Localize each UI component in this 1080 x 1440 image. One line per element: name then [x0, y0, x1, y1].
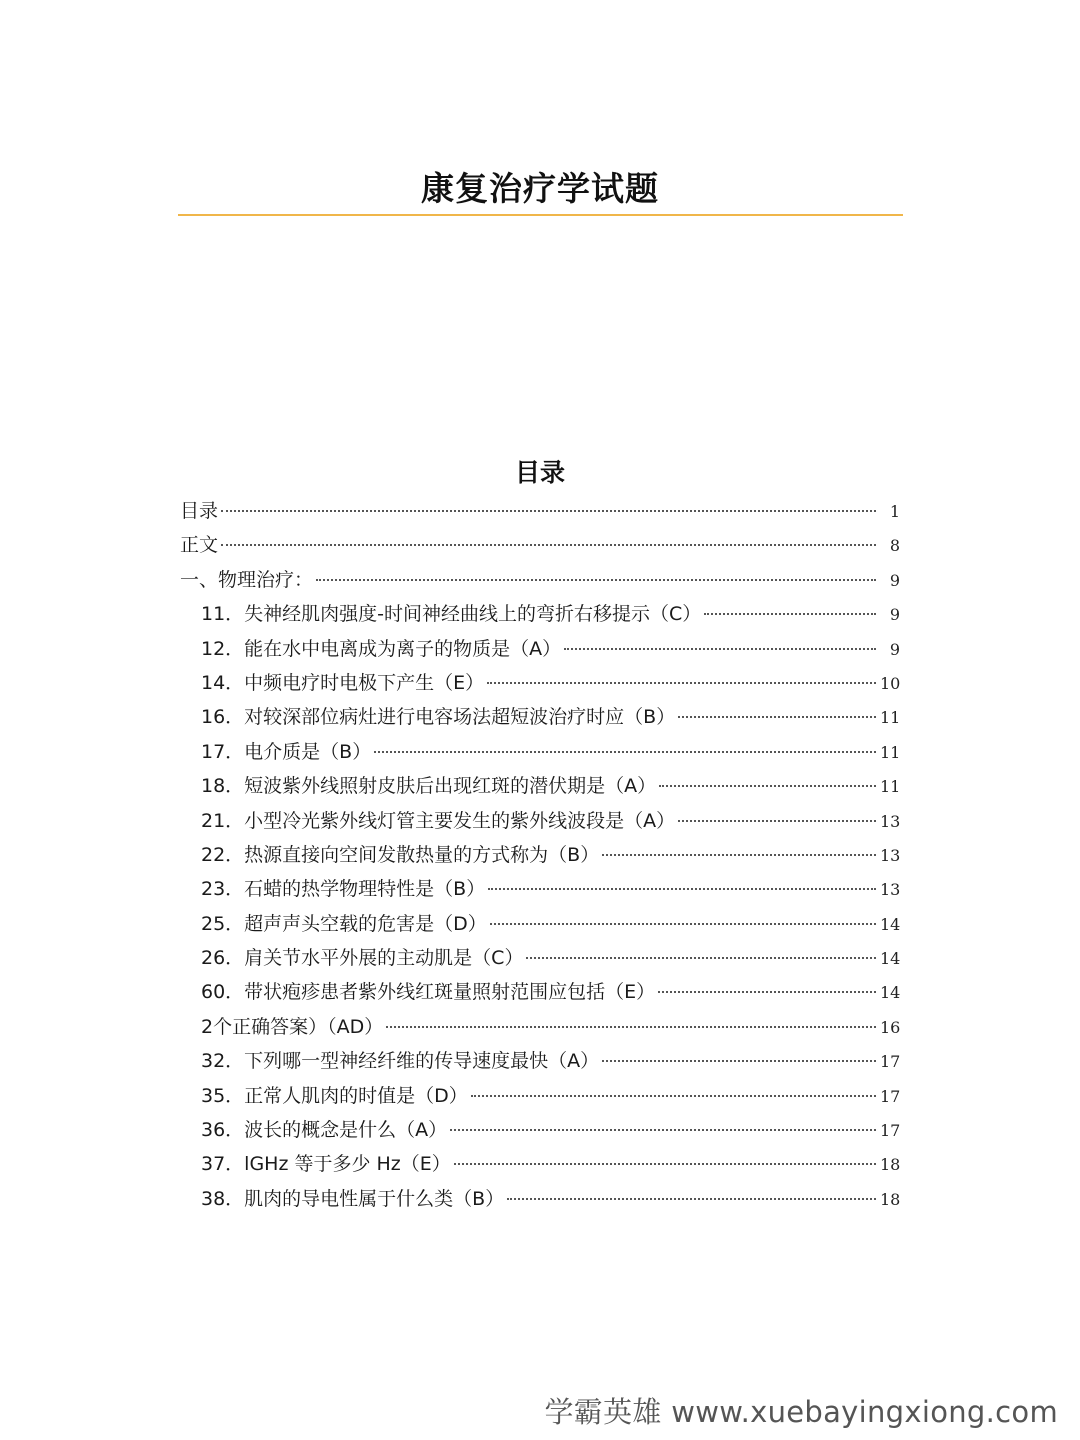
toc-entry-text: 60．带状疱疹患者紫外线红斑量照射范围应包括（E）	[201, 981, 656, 1004]
toc-dot-leader	[526, 957, 876, 959]
toc-entry-page: 9	[889, 605, 900, 625]
toc-entry[interactable]	[180, 1113, 900, 1147]
title-underline-divider	[178, 214, 903, 216]
toc-entry-page: 16	[880, 1017, 901, 1037]
toc-entry[interactable]	[180, 632, 900, 666]
toc-entry-page: 10	[880, 673, 901, 693]
toc-dot-leader	[678, 716, 876, 718]
toc-entry[interactable]	[180, 838, 900, 872]
toc-entry-page: 13	[880, 811, 901, 831]
toc-entry[interactable]	[180, 735, 900, 769]
toc-entry[interactable]	[180, 563, 900, 597]
toc-entry-text: 2个正确答案）（AD）	[201, 1015, 384, 1038]
toc-entry-text: 32．下列哪一型神经纤维的传导速度最快（A）	[201, 1050, 600, 1073]
document-title: 康复治疗学试题	[421, 169, 659, 208]
toc-dot-leader	[704, 613, 876, 615]
toc-entry-page: 13	[880, 845, 901, 865]
toc-entry-text: 36．波长的概念是什么（A）	[201, 1119, 448, 1142]
toc-entry[interactable]	[180, 769, 900, 803]
toc-dot-leader	[487, 682, 876, 684]
toc-entry[interactable]	[180, 494, 900, 528]
toc-entry-text: 17．电介质是（B）	[201, 740, 372, 763]
toc-entry[interactable]	[180, 804, 900, 838]
toc-entry[interactable]	[180, 907, 900, 941]
toc-entry[interactable]	[180, 975, 900, 1009]
toc-dot-leader	[658, 991, 876, 993]
toc-entry-text: 14．中频电疗时电极下产生（E）	[201, 671, 485, 694]
toc-entry[interactable]	[180, 700, 900, 734]
toc-entry-page: 11	[880, 708, 901, 728]
toc-dot-leader	[454, 1163, 876, 1165]
toc-dot-leader	[386, 1026, 876, 1028]
toc-entry-page: 17	[880, 1121, 901, 1141]
toc-dot-leader	[450, 1129, 876, 1131]
toc-entry-text: 38．肌肉的导电性属于什么类（B）	[201, 1187, 505, 1210]
toc-dot-leader	[507, 1198, 876, 1200]
toc-entry[interactable]	[180, 1182, 900, 1216]
toc-entry[interactable]	[180, 1147, 900, 1181]
toc-dot-leader	[490, 923, 876, 925]
toc-entry[interactable]	[180, 1044, 900, 1078]
toc-dot-leader	[678, 820, 876, 822]
toc-dot-leader	[471, 1095, 876, 1097]
toc-entry-text: 21．小型冷光紫外线灯管主要发生的紫外线波段是（A）	[201, 809, 676, 832]
toc-entry-text: 26．肩关节水平外展的主动肌是（C）	[201, 947, 524, 970]
toc-entry-page: 13	[880, 880, 901, 900]
toc-entry-page: 18	[880, 1189, 901, 1209]
toc-dot-leader	[488, 888, 876, 890]
toc-dot-leader	[316, 579, 876, 581]
toc-entry-text: 11．失神经肌肉强度-时间神经曲线上的弯折右移提示（C）	[201, 603, 702, 626]
toc-entry-page: 1	[889, 502, 900, 521]
toc-entry-text: 35．正常人肌肉的时值是（D）	[201, 1084, 468, 1107]
footer-watermark: 学霸英雄 www.xuebayingxiong.com	[544, 1395, 1058, 1429]
toc-entry-text: 25．超声声头空载的危害是（D）	[201, 912, 487, 935]
toc-entry-text: 37．lGHz 等于多少 Hz（E）	[201, 1153, 451, 1176]
toc-heading: 目录	[514, 458, 565, 487]
toc-entry-text: 一、物理治疗：	[180, 568, 314, 591]
toc-entry-text: 目录	[180, 500, 219, 522]
toc-entry[interactable]	[180, 941, 900, 975]
toc-dot-leader	[221, 544, 876, 546]
toc-entry-page: 8	[889, 536, 900, 556]
toc-entry-page: 14	[880, 914, 901, 934]
toc-entry-page: 9	[889, 639, 900, 659]
toc-entry-text: 23．石蜡的热学物理特性是（B）	[201, 878, 486, 901]
toc-entry[interactable]	[180, 872, 900, 906]
toc-entry-text: 正文	[180, 534, 219, 557]
toc-entry[interactable]	[180, 597, 900, 631]
toc-entry-page: 18	[880, 1155, 901, 1175]
toc-entry-page: 14	[880, 949, 901, 969]
table-of-contents	[180, 494, 900, 1216]
toc-entry-page: 11	[880, 742, 901, 762]
toc-entry-page: 17	[880, 1052, 901, 1072]
toc-dot-leader	[602, 854, 876, 856]
toc-entry[interactable]	[180, 528, 900, 562]
toc-entry[interactable]	[180, 1010, 900, 1044]
toc-entry-page: 11	[880, 777, 901, 797]
toc-dot-leader	[602, 1060, 876, 1062]
toc-entry-text: 18．短波紫外线照射皮肤后出现红斑的潜伏期是（A）	[201, 775, 657, 798]
toc-entry-text: 16．对较深部位病灶进行电容场法超短波治疗时应（B）	[201, 706, 676, 729]
toc-entry-page: 9	[889, 570, 900, 590]
toc-entry-text: 12．能在水中电离成为离子的物质是（A）	[201, 637, 562, 660]
toc-dot-leader	[659, 785, 876, 787]
toc-entry-page: 14	[880, 983, 901, 1003]
toc-entry[interactable]	[180, 1079, 900, 1113]
toc-dot-leader	[221, 510, 876, 512]
toc-dot-leader	[374, 751, 876, 753]
toc-dot-leader	[564, 648, 876, 650]
toc-entry[interactable]	[180, 666, 900, 700]
toc-entry-page: 17	[880, 1086, 901, 1106]
toc-entry-text: 22．热源直接向空间发散热量的方式称为（B）	[201, 843, 600, 866]
